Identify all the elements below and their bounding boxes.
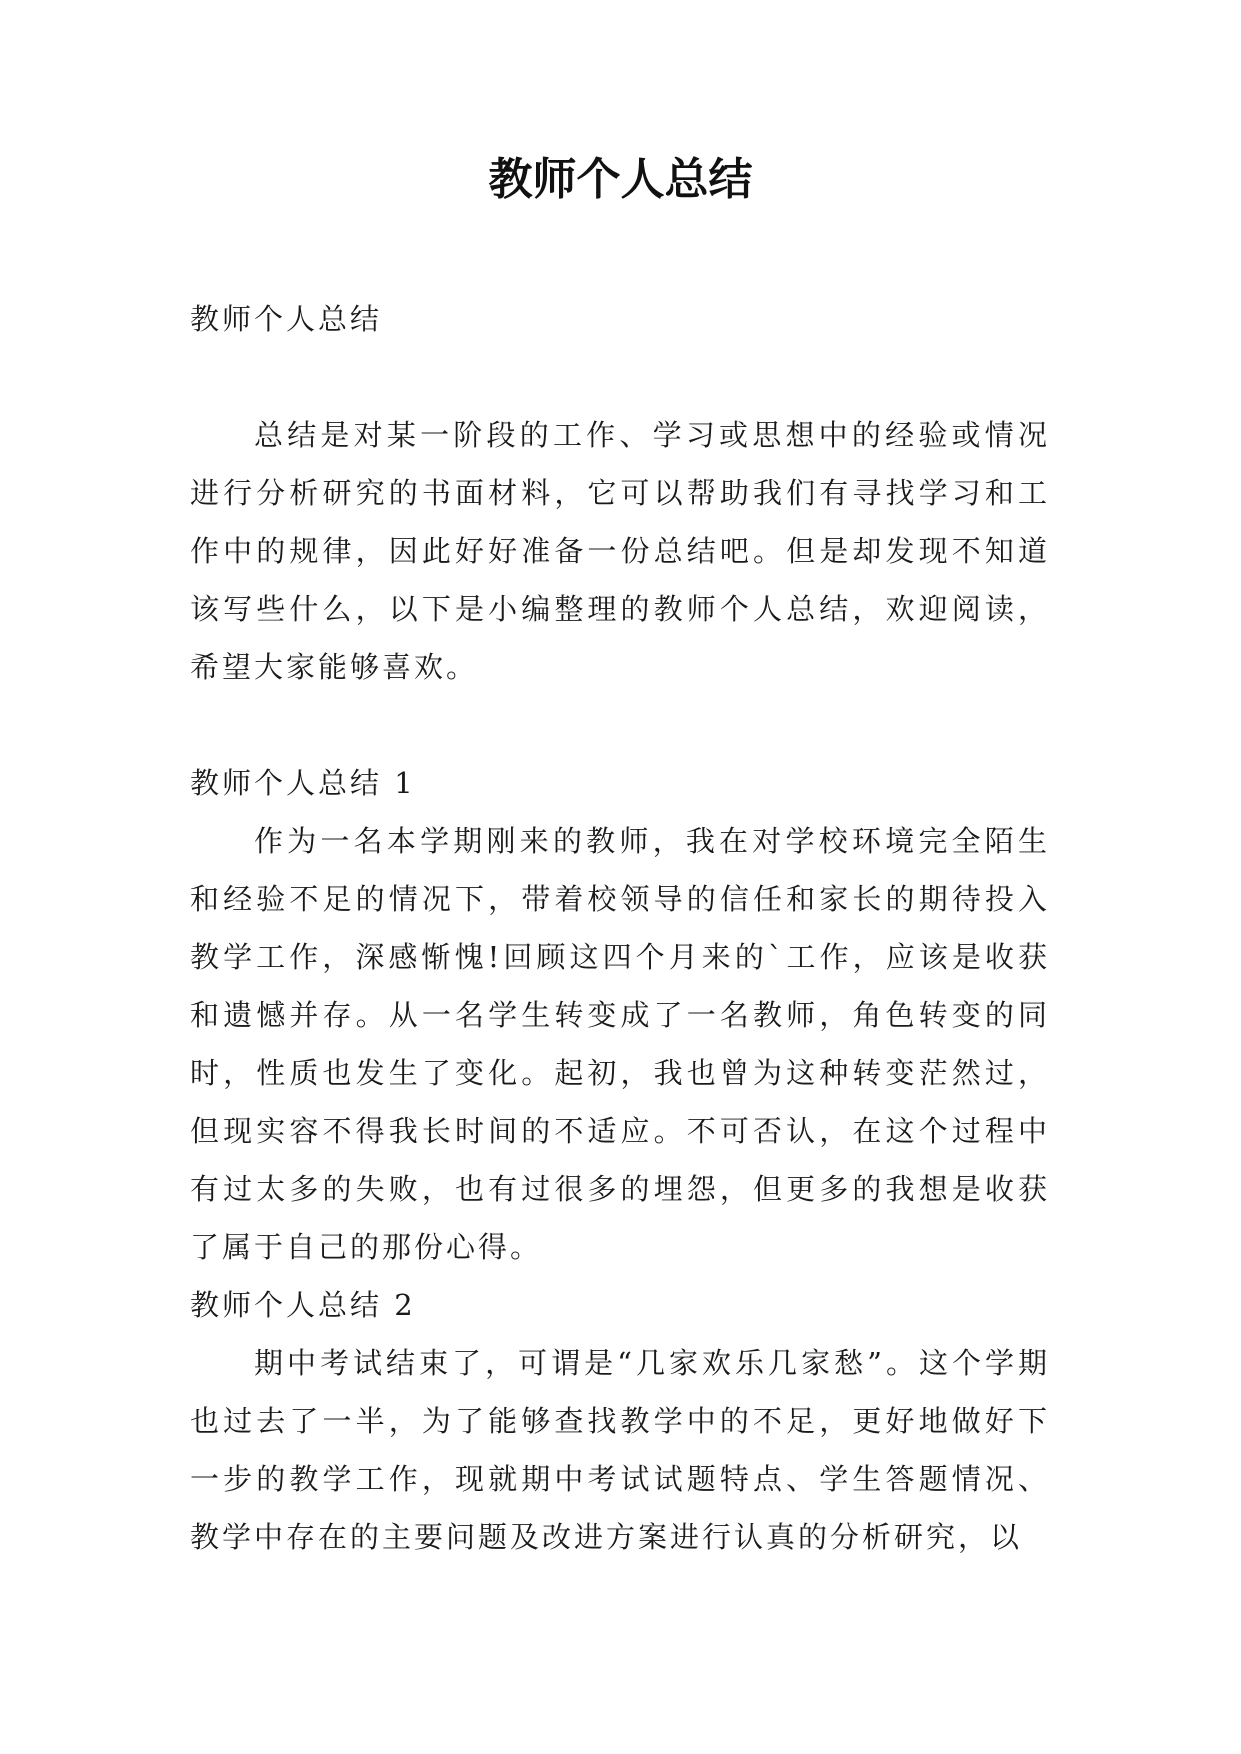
spacer — [190, 696, 1050, 754]
spacer — [190, 348, 1050, 406]
document-subtitle: 教师个人总结 — [190, 302, 383, 336]
intro-paragraph: 总结是对某一阶段的工作、学习或思想中的经验或情况进行分析研究的书面材料，它可以帮助我们有寻找学习和工作中的规律，因此好好准备一份总结吧。但是却发现不知道该写些什么，以下是小编整理的教师个人总结，欢迎阅读，希望大家能够喜欢。 — [190, 418, 1050, 684]
section-heading-2: 教师个人总结 2 — [190, 1288, 416, 1322]
section-heading-1: 教师个人总结 1 — [190, 766, 416, 800]
document-title: 教师个人总结 — [488, 154, 753, 205]
section-body-1: 作为一名本学期刚来的教师，我在对学校环境完全陌生和经验不足的情况下，带着校领导的信任和家长的期待投入教学工作，深感惭愧!回顾这四个月来的`工作，应该是收获和遗憾并存。从一名学生转变成了一名教师，角色转变的同时，性质也发生了变化。起初，我也曾为这种转变茫然过，但现实容不得我长时间的不适应。不可否认，在这个过程中有过太多的失败，也有过很多的埋怨，但更多的我想是收获了属于自己的那份心得。 — [190, 824, 1050, 1264]
document-body — [190, 290, 1050, 1566]
section-body-2: 期中考试结束了，可谓是“几家欢乐几家愁”。这个学期也过去了一半，为了能够查找教学中的不足，更好地做好下一步的教学工作，现就期中考试试题特点、学生答题情况、教学中存在的主要问题及改进方案进行认真的分析研究，以 — [190, 1346, 1050, 1554]
